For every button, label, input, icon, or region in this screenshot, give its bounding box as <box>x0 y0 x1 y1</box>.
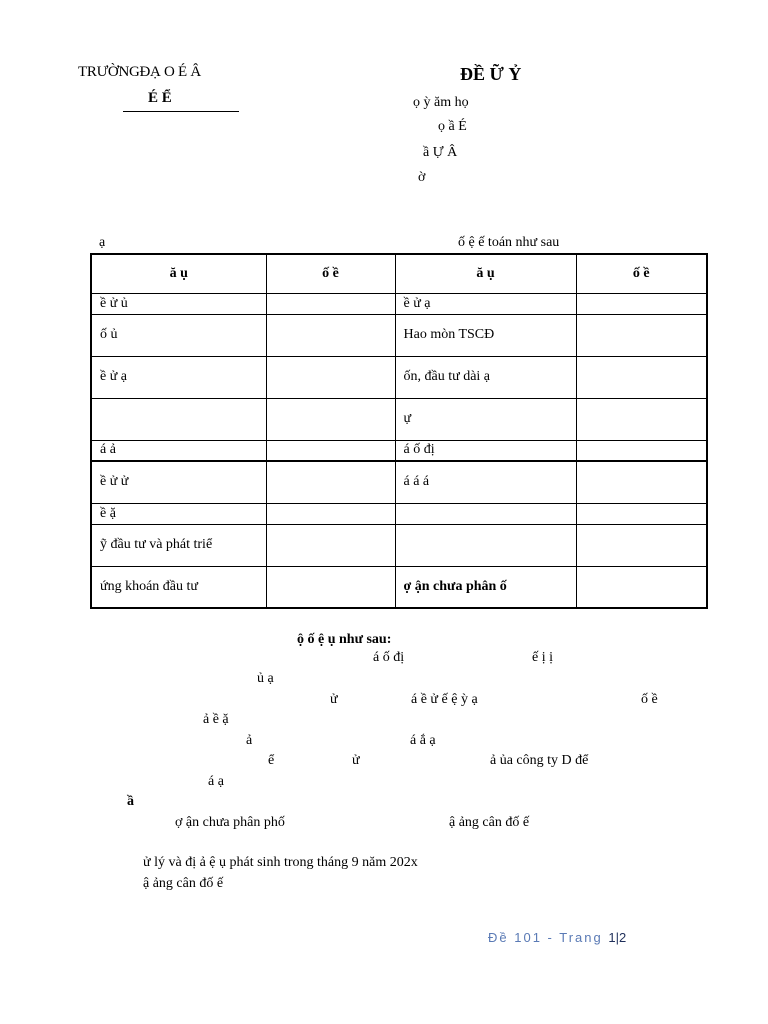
page-number: 1 <box>608 930 616 945</box>
table-row <box>91 566 707 608</box>
table-cell <box>576 524 707 566</box>
table-cell <box>395 524 576 566</box>
page-separator: | <box>615 930 619 945</box>
table-header-cell: ă ụ <box>395 254 576 293</box>
table-cell: á á á <box>395 461 576 503</box>
page-footer <box>488 930 626 945</box>
table-cell <box>576 314 707 356</box>
table-cell <box>266 356 395 398</box>
table-cell: ự <box>395 398 576 440</box>
table-cell <box>266 293 395 314</box>
table-cell: ốn, đầu tư dài ạ <box>395 356 576 398</box>
intro-text-left: ạ <box>99 235 106 250</box>
operations-heading: ộ ố ệ ụ như sau: <box>297 632 392 647</box>
table-row <box>91 440 707 461</box>
exam-meta-line: ọ ầ É <box>438 119 467 134</box>
operation-text: ử lý và đị ả ệ ụ phát sinh trong tháng 9 năm 202x <box>143 855 418 870</box>
table-cell <box>576 461 707 503</box>
table-cell: ố ủ <box>91 314 266 356</box>
table-row <box>91 314 707 356</box>
table-row <box>91 293 707 314</box>
table-cell: ề ặ <box>91 503 266 524</box>
operation-text: á ề ử ế ệ ỳ ạ <box>411 692 478 707</box>
table-cell <box>576 503 707 524</box>
table-row <box>91 356 707 398</box>
operation-text: ầ <box>127 794 134 809</box>
table-cell: á ả <box>91 440 266 461</box>
operation-text: ả ủa công ty D để <box>490 753 589 768</box>
table-cell <box>576 566 707 608</box>
table-cell: ề ử ạ <box>395 293 576 314</box>
department-name: É Ể <box>148 90 172 106</box>
table-cell: á ố đị <box>395 440 576 461</box>
table-header-cell: ă ụ <box>91 254 266 293</box>
table-header-cell: ố ề <box>576 254 707 293</box>
table-cell: ợ ận chưa phân ố <box>395 566 576 608</box>
table-cell <box>576 356 707 398</box>
table-cell <box>576 398 707 440</box>
operation-text: ợ ận chưa phân phố <box>175 815 285 830</box>
table-cell <box>266 314 395 356</box>
operation-text: ể <box>268 753 275 768</box>
accounts-table <box>90 253 708 609</box>
table-row <box>91 461 707 503</box>
table-row <box>91 503 707 524</box>
department-underline <box>123 111 239 112</box>
table-cell: Hao mòn TSCĐ <box>395 314 576 356</box>
operation-text: á ắ ạ <box>410 733 436 748</box>
operation-text: ả ề ặ <box>203 712 229 727</box>
operation-text: ậ ảng cân đố ế <box>449 815 530 830</box>
exam-meta-line: ọ ỳ ăm họ <box>413 95 469 110</box>
operation-text: ế ị ị <box>532 650 553 665</box>
table-cell <box>266 461 395 503</box>
exam-meta-line: ờ <box>418 170 426 185</box>
footer-label: Đề 101 - Trang <box>488 930 603 945</box>
operation-text: á ố đị <box>373 650 405 665</box>
table-header-cell: ố ề <box>266 254 395 293</box>
table-cell: ề ử ạ <box>91 356 266 398</box>
table-cell: ứng khoán đầu tư <box>91 566 266 608</box>
operation-text: ố ề <box>641 692 658 707</box>
operation-text: ử <box>330 692 338 707</box>
table-cell <box>266 440 395 461</box>
table-cell <box>266 524 395 566</box>
table-cell: ỹ đầu tư và phát triể <box>91 524 266 566</box>
table-row <box>91 524 707 566</box>
operation-text: ả <box>246 733 253 748</box>
table-cell <box>266 503 395 524</box>
operation-text: á ạ <box>208 774 224 789</box>
operation-text: ậ ảng cân đố ế <box>143 876 224 891</box>
exam-meta-line: ầ Ự Â <box>423 145 458 160</box>
table-cell <box>266 398 395 440</box>
table-cell <box>576 440 707 461</box>
operation-text: ử <box>352 753 360 768</box>
operation-text: ủ ạ <box>257 671 274 686</box>
table-cell: ề ử ử <box>91 461 266 503</box>
table-header-row <box>91 254 707 293</box>
table-cell <box>395 503 576 524</box>
table-cell: ề ử ủ <box>91 293 266 314</box>
table-cell <box>266 566 395 608</box>
intro-text-right: ố ệ ế toán như sau <box>458 235 560 250</box>
school-name: TRƯỜNGĐẠ O É Â <box>78 64 201 80</box>
table-row <box>91 398 707 440</box>
table-cell <box>91 398 266 440</box>
exam-title: ĐỀ Ữ Ỷ <box>460 64 522 84</box>
table-cell <box>576 293 707 314</box>
page-total: 2 <box>618 930 627 945</box>
